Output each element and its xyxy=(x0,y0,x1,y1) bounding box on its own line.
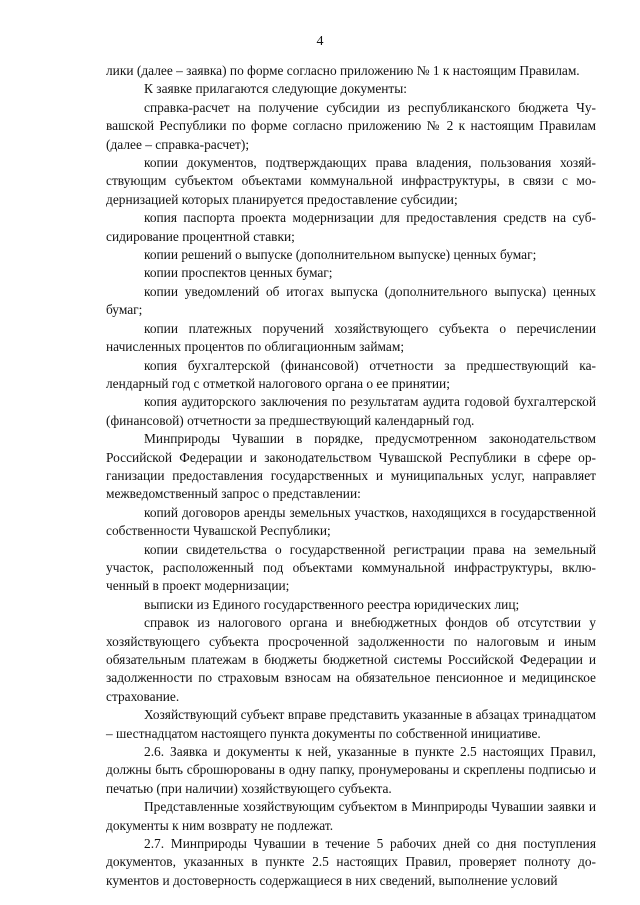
paragraph: 2.7. Минприроды Чувашии в течение 5 рабочих дней со дня поступления документов, указанных в пункте 2.5 настоящих Правил, проверяет полноту документов и достоверность содержащиеся в них сведений, выполнение условий xyxy=(106,836,596,888)
paragraph: копии документов, подтверждающих права владения, пользования хозяйствующим субъектом объектами коммунальной инфраструктуры, в связи с модернизацией которых планируется предоставление субсидии; xyxy=(106,155,596,207)
paragraph: Минприроды Чувашии в порядке, предусмотренном законодательством Российской Федерации и законодательством Чувашской Республики в сфере организации предоставления государственных и муниципальных услуг, направляет межведомственный запрос о представлении: xyxy=(106,431,596,502)
paragraph: К заявке прилагаются следующие документы: xyxy=(144,81,408,97)
paragraph: копии решений о выпуске (дополнительном выпуске) ценных бумаг; xyxy=(144,247,537,263)
paragraph: копии свидетельства о государственной регистрации права на земельный участок, расположенный под объектами коммунальной инфраструктуры, включенный в проект модернизации; xyxy=(106,541,596,594)
paragraph: выписки из Единого государственного реестра юридических лиц; xyxy=(144,596,520,612)
paragraph: справок из налогового органа и внебюджетных фондов об отсутствии у хозяйствующего субъекта просроченной задолженности по налоговым и иным обязательным платежам в бюджеты бюджетной системы Российской Федерации и задолженности по страховым взносам на обязательное пенсионное и медицинское страхование. xyxy=(106,615,596,704)
paragraph: копии проспектов ценных бумаг; xyxy=(144,265,333,281)
paragraph: справка-расчет на получение субсидии из республиканского бюджета Чувашской Республики по форме согласно приложению № 2 к настоящим Правилам (далее – справка-расчет); xyxy=(106,99,596,152)
paragraph: лики (далее – заявка) по форме согласно приложению № 1 к настоящим Правилам. xyxy=(106,63,580,78)
paragraph: копии уведомлений об итогах выпуска (дополнительного выпуска) ценных бумаг; xyxy=(106,283,596,318)
paragraph: копий договоров аренды земельных участков, находящихся в государственной собственности Чувашской Республики; xyxy=(106,504,596,539)
paragraph: Хозяйствующий субъект вправе представить указанные в абзацах тринадцатом – шестнадцатом настоящего пункта документы по собственной инициативе. xyxy=(106,707,596,741)
paragraph: копия аудиторского заключения по результатам аудита годовой бухгалтерской (финансовой) отчетности за предшествующий календарный год. xyxy=(106,394,596,428)
page-number: 4 xyxy=(316,34,324,49)
paragraph: копия бухгалтерской (финансовой) отчетности за предшествующий календарный год с отметкой налогового органа о ее принятии; xyxy=(106,357,596,391)
paragraph: копии платежных поручений хозяйствующего субъекта о перечислении начисленных процентов по облигационным займам; xyxy=(106,320,596,355)
paragraph: Представленные хозяйствующим субъектом в Минприроды Чувашии заявки и документы к ним возврату не подлежат. xyxy=(106,799,596,833)
document-body xyxy=(106,62,596,890)
paragraph: 2.6. Заявка и документы к ней, указанные в пункте 2.5 настоящих Правил, должны быть сброшюрованы в одну папку, пронумерованы и скреплены подписью и печатью (при наличии) хозяйствующего субъекта. xyxy=(106,744,596,796)
paragraph: копия паспорта проекта модернизации для предоставления средств на субсидирование процентной ставки; xyxy=(106,210,596,244)
